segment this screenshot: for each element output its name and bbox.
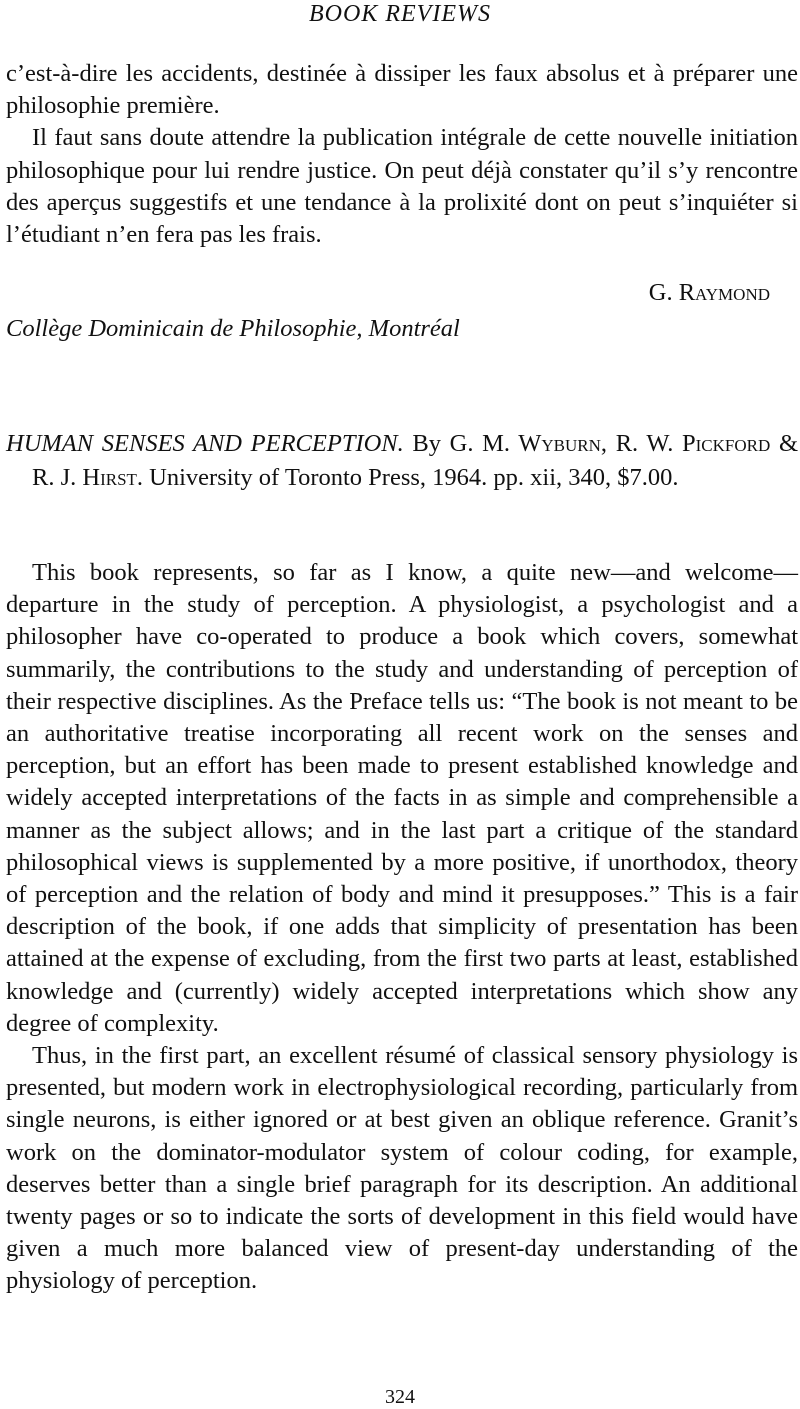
reviewer-signature xyxy=(649,277,770,309)
ampersand: & xyxy=(778,430,798,457)
author-1: G. M. Wyburn xyxy=(449,430,601,457)
page-number: 324 xyxy=(385,1386,415,1408)
previous-review-paragraph-2: Il faut sans doute attendre la publication intégrale de cette nouvelle initiation philosophique pour lui rendre justice. On peut déjà constater qu’il s’y rencontre des aperçus suggestifs et une tendance à la prolixité dont on peut s’inquiéter si l’étudiant n’en fera pas les frais. xyxy=(6,124,798,249)
by-label: By xyxy=(412,430,442,457)
reviewer-affiliation: Collège Dominicain de Philosophie, Montréal xyxy=(6,315,460,342)
previous-review-paragraph-1: c’est-à-dire les accidents, destinée à dissiper les faux absolus et à préparer une philosophie première. xyxy=(6,60,798,120)
book-citation: HUMAN SENSES AND PERCEPTION. By G. M. Wyburn, R. W. Pickford & R. J. Hirst. University of Toronto Press, 1964. pp. xii, 340, $7.00. xyxy=(6,430,798,491)
publisher-info: University of Toronto Press, 1964. pp. xii, 340, $7.00. xyxy=(149,464,679,491)
reviewer-surname: Raymond xyxy=(678,279,770,306)
author-3: R. J. Hirst xyxy=(32,464,137,491)
running-head: BOOK REVIEWS xyxy=(309,1,491,27)
book-title: HUMAN SENSES AND PERCEPTION. xyxy=(6,430,404,457)
review-body xyxy=(6,557,798,1298)
review-paragraph-1: This book represents, so far as I know, a quite new—and welcome—departure in the study of perception. A physiologist, a psychologist and a philosopher have co-operated to produce a book which covers, somewhat summarily, the contributions to the study and understanding of perception of their respective disciplines. As the Preface tells us: “The book is not meant to be an authoritative treatise incorporating all recent work on the senses and perception, but an effort has been made to present established knowledge and widely accepted interpretations of the facts in as simple and comprehensible a manner as the subject allows; and in the last part a critique of the standard philosophical views is supplemented by a more positive, if unorthodox, theory of perception and the relation of body and mind it presupposes.” This is a fair description of the book, if one adds that simplicity of presentation has been attained at the expense of excluding, from the first two parts at least, established knowledge and (currently) widely accepted interpretations which show any degree of complexity. xyxy=(6,559,798,1037)
previous-review-text xyxy=(6,58,798,251)
reviewer-initial: G. xyxy=(648,279,673,306)
author-2: R. W. Pickford xyxy=(615,430,771,457)
review-heading xyxy=(6,427,798,495)
review-paragraph-2: Thus, in the first part, an excellent résumé of classical sensory physiology is presented, but modern work in electrophysiological recording, particularly from single neurons, is either ignored or at best given an oblique reference. Granit’s work on the dominator-modulator system of colour coding, for example, deserves better than a single brief paragraph for its description. An additional twenty pages or so to indicate the sorts of development in this field would have given a much more balanced view of present-day understanding of the physiology of perception. xyxy=(6,1042,798,1295)
